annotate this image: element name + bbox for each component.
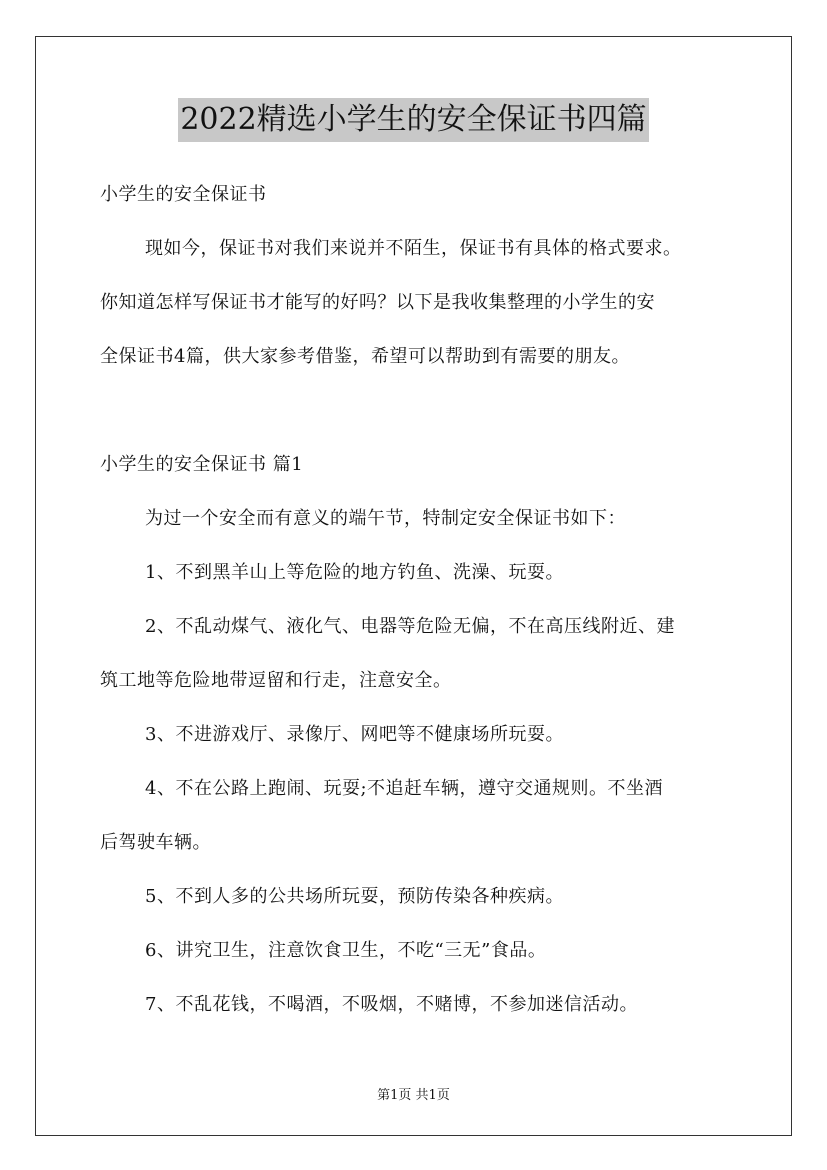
body-line-10: 7、不乱花钱，不喝酒，不吸烟，不赌博，不参加迷信活动。 xyxy=(145,994,638,1015)
document-title: 2022精选小学生的安全保证书四篇 xyxy=(178,98,648,142)
body-line-8: 5、不到人多的公共场所玩耍，预防传染各种疾病。 xyxy=(145,886,564,907)
section-heading: 小学生的安全保证书 xyxy=(100,184,267,205)
intro-line-1: 现如今，保证书对我们来说并不陌生，保证书有具体的格式要求。 xyxy=(145,238,682,259)
body-line-3: 2、不乱动煤气、液化气、电器等危险无偏，不在高压线附近、建 xyxy=(145,616,675,637)
body-line-2: 1、不到黑羊山上等危险的地方钓鱼、洗澡、玩耍。 xyxy=(145,562,564,583)
body-line-1: 为过一个安全而有意义的端午节，特制定安全保证书如下： xyxy=(145,508,626,529)
intro-line-2: 你知道怎样写保证书才能写的好吗？以下是我收集整理的小学生的安 xyxy=(100,292,655,313)
body-line-7: 后驾驶车辆。 xyxy=(100,832,211,853)
page-footer: 第1页 共1页 xyxy=(377,1088,450,1103)
body-line-4: 筑工地等危险地带逗留和行走，注意安全。 xyxy=(100,670,452,691)
title-container xyxy=(0,98,827,142)
body-line-5: 3、不进游戏厅、录像厅、网吧等不健康场所玩耍。 xyxy=(145,724,564,745)
article-heading: 小学生的安全保证书 篇1 xyxy=(100,454,304,475)
body-line-6: 4、不在公路上跑闹、玩耍;不追赶车辆，遵守交通规则。不坐酒 xyxy=(145,778,664,799)
intro-line-3: 全保证书4篇，供大家参考借鉴，希望可以帮助到有需要的朋友。 xyxy=(100,346,630,367)
body-line-9: 6、讲究卫生，注意饮食卫生，不吃“三无”食品。 xyxy=(145,940,547,961)
